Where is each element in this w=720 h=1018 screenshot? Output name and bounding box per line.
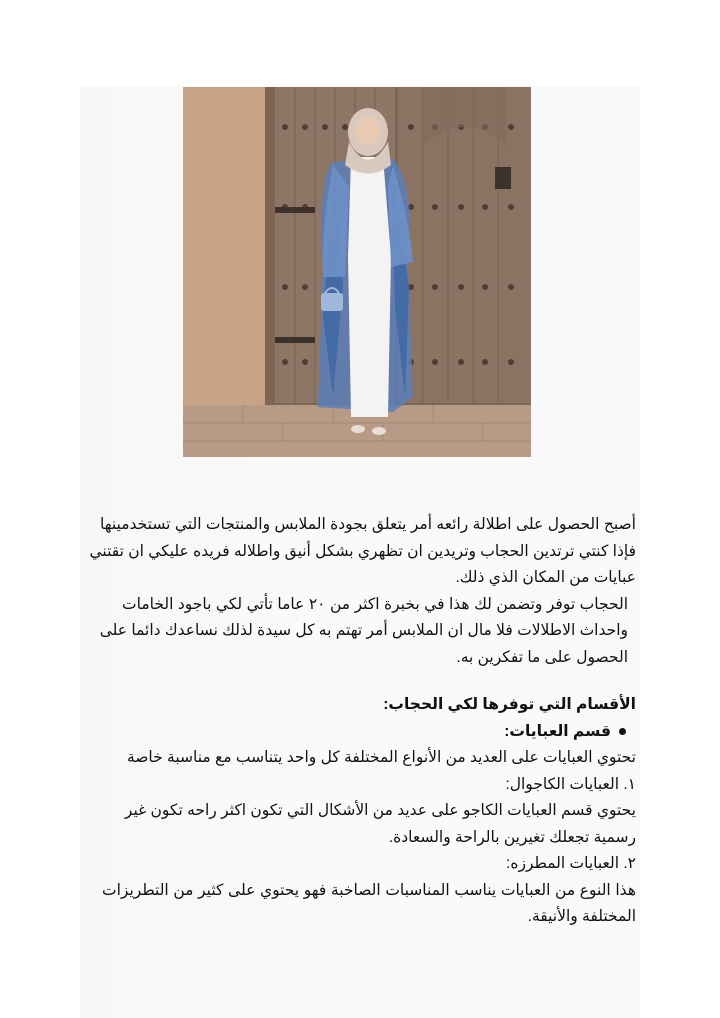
sections-block bbox=[100, 692, 636, 931]
intro-line: فإذا كنتي ترتدين الحجاب وتريدين ان تظهري بشكل أنيق واطلاله فريده عليكي ان تقتني bbox=[89, 542, 636, 560]
bullet-heading bbox=[100, 719, 636, 746]
bullet-text: تحتوي العبايات على العديد من الأنواع المختلفة كل واحد يتناسب مع مناسبة خاصة bbox=[126, 749, 636, 766]
bullet-heading-text: قسم العبايات: bbox=[504, 722, 611, 740]
item2-line: هذا النوع من العبايات يناسب المناسبات الصاخبة فهو يحتوي على كثير من التطريزات bbox=[102, 881, 636, 899]
sections-heading: الأقسام التي توفرها لكي الحجاب: bbox=[383, 696, 636, 713]
intro-paragraph bbox=[89, 512, 636, 671]
item2-line: المختلفة والأنيقة. bbox=[527, 908, 636, 925]
item2-title: ٢. العبايات المطرزه: bbox=[506, 855, 636, 872]
intro-line: أصبح الحصول على اطلالة رائعه أمر يتعلق بجودة الملابس والمنتجات التي تستخدمينها bbox=[100, 516, 636, 533]
intro-line: الحجاب توفر وتضمن لك هذا في بخبرة اكثر من ٢٠ عاما تأتي لكي باجود الخامات bbox=[122, 595, 628, 613]
bullet-icon bbox=[619, 728, 626, 735]
abaya-photo bbox=[183, 87, 531, 457]
intro-line: واحداث الاطلالات فلا مال ان الملابس أمر تهتم به كل سيدة لذلك نساعدك دائما على bbox=[99, 622, 628, 639]
item1-line: يحتوي قسم العبايات الكاجو على عديد من الأشكال التي تكون اكثر راحه تكون غير bbox=[124, 802, 636, 819]
item1-title: ١. العبايات الكاجوال: bbox=[505, 775, 636, 793]
intro-line: عبايات من المكان الذي ذلك. bbox=[455, 569, 636, 586]
intro-line: الحصول على ما تفكرين به. bbox=[456, 648, 628, 666]
item1-line: رسمية تجعلك تغيرين بالراحة والسعادة. bbox=[388, 828, 636, 846]
